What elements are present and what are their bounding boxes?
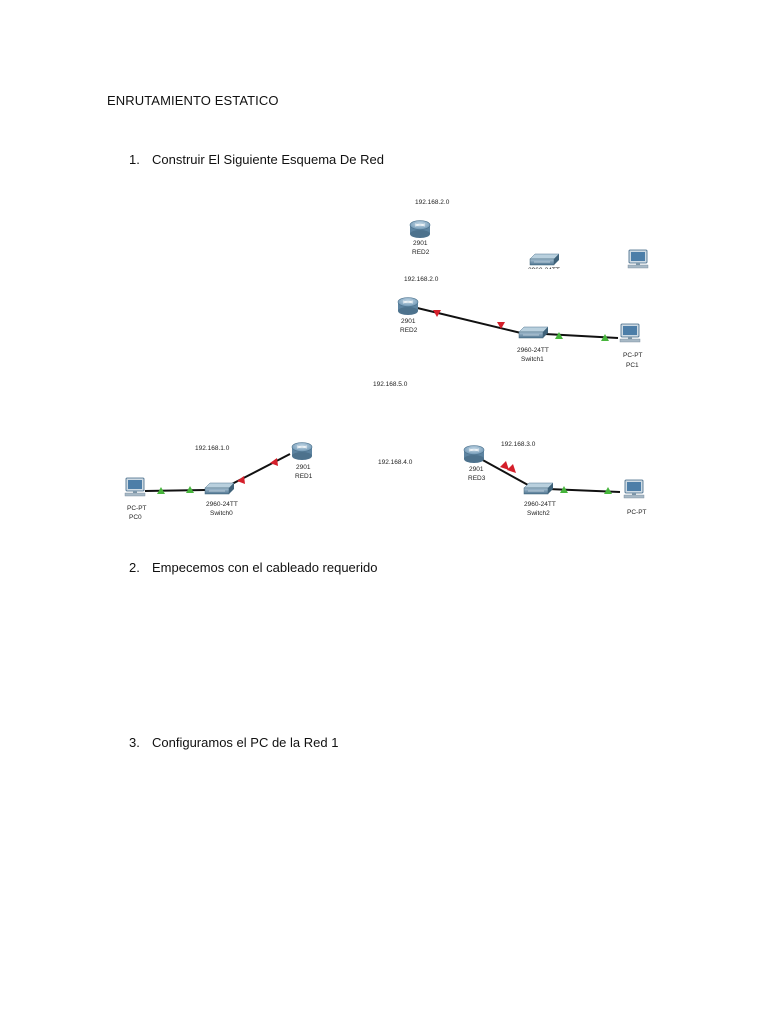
pc-2-model: PC-PT [627,509,647,516]
pc-icon [628,250,648,268]
switch-1-model: 2960-24TT [517,347,549,354]
pc-icon [125,478,145,496]
pc-2-name-clip [630,519,643,526]
pc-icon [624,480,644,498]
pc-2 [624,480,644,498]
step-1-text: Construir El Siguiente Esquema De Red [152,152,384,167]
step-3-number: 3. [129,735,140,750]
pc-0 [125,478,145,496]
router-icon [398,298,418,316]
switch-top-label-clip [528,267,560,274]
pc-top [628,250,648,268]
pc-2-name: PC2 [630,519,643,526]
pc-1-model: PC-PT [623,352,643,359]
cable-pc0-switch0 [145,490,205,491]
pc-1-name: PC1 [626,362,639,369]
pc-0-model: PC-PT [127,505,147,512]
router-red3-model: 2901 [469,466,484,473]
switch-1-name: Switch1 [521,356,544,363]
router-icon [464,446,484,464]
router-top-model: 2901 [413,240,428,247]
router-red3 [464,446,484,464]
cable-red3-switch2 [479,458,528,485]
step-2-number: 2. [129,560,140,575]
cable-red2-switch1 [409,306,521,333]
router-red2 [398,298,418,316]
router-red1 [292,443,312,461]
switch-2-name: Switch2 [527,510,550,517]
router-icon [410,221,430,239]
router-red2-model: 2901 [401,318,416,325]
ip-label: 192.168.2.0 [415,199,450,206]
switch-0-name: Switch0 [210,510,233,517]
switch-0-model: 2960-24TT [206,501,238,508]
cable-switch0-red1 [228,454,290,486]
switch-0 [205,483,234,494]
document-title: ENRUTAMIENTO ESTATICO [107,93,279,108]
ip-label: 192.168.3.0 [501,441,536,448]
ip-label: 192.168.2.0 [404,276,439,283]
switch-1 [519,327,548,338]
router-red1-name: RED1 [295,473,313,480]
switch-icon [205,483,234,494]
router-red3-name: RED3 [468,475,486,482]
link-indicator-down [500,461,509,470]
switch-2 [524,483,553,494]
router-red2-name: RED2 [400,327,418,334]
router-top-name: RED2 [412,249,430,256]
pc-1 [620,324,640,342]
switch-icon [524,483,553,494]
ip-label: 192.168.5.0 [373,381,408,388]
router-red1-model: 2901 [296,464,311,471]
step-1-number: 1. [129,152,140,167]
switch-top-model: 2960-24TT [528,267,560,274]
router-top [410,221,430,239]
switch-icon [530,254,559,265]
switch-2-model: 2960-24TT [524,501,556,508]
router-icon [292,443,312,461]
step-3-text: Configuramos el PC de la Red 1 [152,735,339,750]
ip-label: 192.168.4.0 [378,459,413,466]
switch-top [530,254,559,265]
switch-icon [519,327,548,338]
ip-label: 192.168.1.0 [195,445,230,452]
pc-0-name: PC0 [129,514,142,521]
pc-icon [620,324,640,342]
step-2-text: Empecemos con el cableado requerido [152,560,378,575]
